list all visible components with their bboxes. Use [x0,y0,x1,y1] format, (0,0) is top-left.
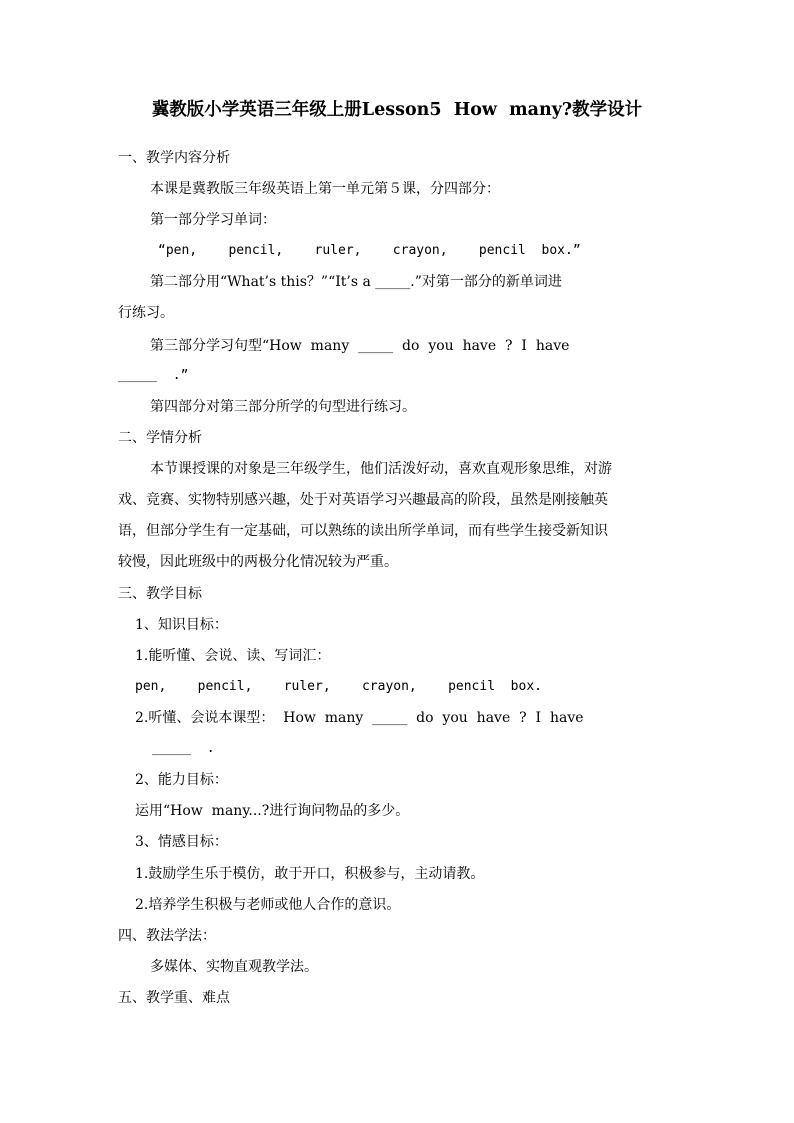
document-title: 冀教版小学英语三年级上册Lesson5 How many?教学设计 [151,100,643,120]
paragraph-text: 戏、竞赛、实物特别感兴趣，处于对英语学习兴趣最高的阶段，虽然是刚接触英 [118,492,608,508]
paragraph-text: 较慢，因此班级中的两极分化情况较为严重。 [118,554,398,570]
paragraph-text: 第三部分学习句型“How many _____ do you have ? I have [150,338,570,354]
vocabulary-list: “pen, pencil, ruler, crayon, pencil box.” [158,243,581,258]
paragraph-text: _____ .” [118,368,189,383]
section-heading-key-points: 五、教学重、难点 [118,990,230,1006]
paragraph-text: 行练习。 [118,305,174,321]
paragraph-text: 多媒体、实物直观教学法。 [150,959,318,975]
section-heading-teaching-methods: 四、教法学法： [118,928,216,944]
paragraph-text: 第四部分对第三部分所学的句型进行练习。 [150,399,416,415]
vocabulary-list: pen, pencil, ruler, crayon, pencil box. [135,679,542,694]
section-heading-teaching-goals: 三、教学目标 [118,586,202,602]
subheading-ability-goals: 2、能力目标： [135,772,228,788]
subheading-emotional-goals: 3、情感目标： [135,834,228,850]
paragraph-text: 语，但部分学生有一定基础，可以熟练的读出所学单词，而有些学生接受新知识 [118,523,608,539]
paragraph-text: _____ . [152,741,215,756]
paragraph-text: 1.鼓励学生乐于模仿，敢于开口，积极参与，主动请教。 [135,866,485,882]
paragraph-text: 本节课授课的对象是三年级学生，他们活泼好动，喜欢直观形象思维，对游 [150,461,612,477]
section-heading-content-analysis: 一、教学内容分析 [118,150,230,166]
paragraph-text: 第二部分用“What’s this？”“It’s a _____.”对第一部分的新单词进 [150,274,562,290]
section-heading-learner-analysis: 二、学情分析 [118,430,202,446]
paragraph-text: 本课是冀教版三年级英语上第一单元第５课，分四部分： [150,181,500,197]
paragraph-text: 第一部分学习单词： [150,212,276,228]
paragraph-text: 运用“How many...?进行询问物品的多少。 [135,803,410,819]
paragraph-text: 1.能听懂、会说、读、写词汇： [135,648,331,664]
paragraph-text: 2.培养学生积极与老师或他人合作的意识。 [135,897,401,913]
paragraph-text: 2.听懂、会说本课型： How many _____ do you have ? I have [135,710,584,726]
subheading-knowledge-goals: 1、知识目标： [135,617,228,633]
